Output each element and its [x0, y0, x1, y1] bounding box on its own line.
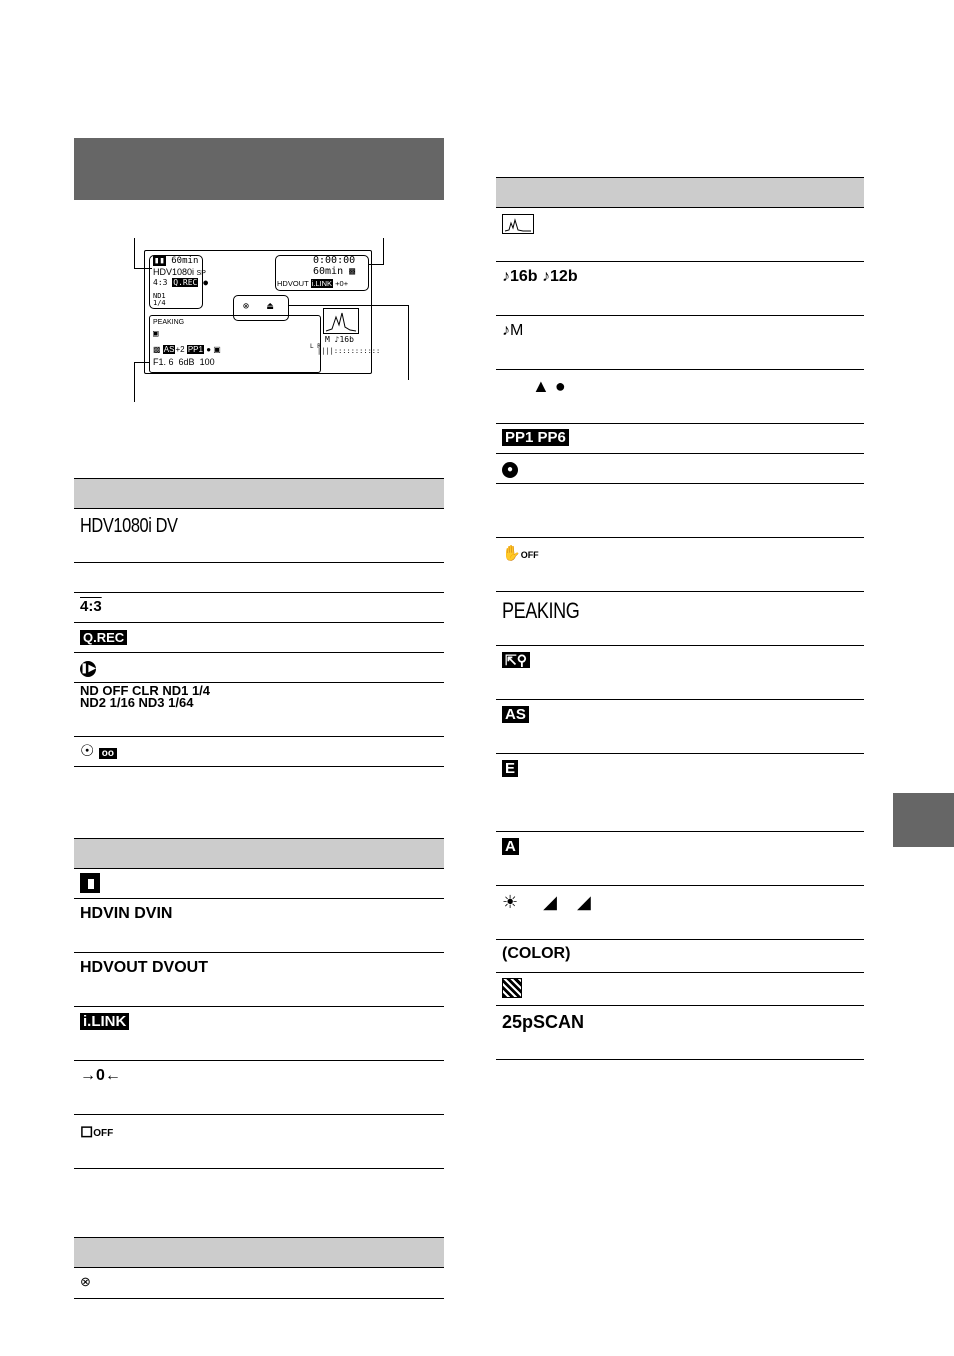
- auto-shutter-indicator: AS: [502, 706, 529, 723]
- table-row: [496, 646, 864, 700]
- audio-lr: L R: [310, 343, 321, 350]
- table-row: [496, 208, 864, 262]
- left-table-3: [74, 1237, 444, 1299]
- qrec-indicator: Q.REC: [80, 630, 127, 645]
- peaking-label: PEAKING: [153, 319, 185, 326]
- lcd-screen: ▮▮ 60min HDV1080i SP 4:3 Q.REC ● ND1 1/4 0:00:00 60min ▩ HDVOUT i.LINK +0+ ⊗ ⏏ PEAKING ▣ M ♪16b L R ||||::::::::::: ▩ AS+2 PP1 ● ▣ F1. 6 6dB 100: [144, 250, 372, 374]
- timecode: 0:00:00: [313, 255, 356, 266]
- wb-b-icon: ◢: [577, 892, 591, 912]
- table-row: [74, 1061, 444, 1115]
- table-row: [496, 484, 864, 538]
- nd-label: ND1: [153, 292, 166, 300]
- table-row: [74, 737, 444, 767]
- table-row: [74, 1007, 444, 1061]
- table-row: [74, 869, 444, 899]
- zero-label: +0+: [335, 279, 349, 288]
- portrait-icon: ●: [554, 376, 566, 396]
- table-row: [496, 1006, 864, 1060]
- output-indicator: HDVOUT DVOUT: [80, 959, 208, 976]
- scan-indicator: 25pSCAN: [502, 1012, 585, 1032]
- table-row: [496, 754, 864, 832]
- table-row: [496, 538, 864, 592]
- steady-icon: ▣: [213, 345, 221, 354]
- audio-bits-indicator: ♪16b ♪12b: [502, 268, 578, 285]
- right-table: [496, 177, 864, 1060]
- table-row: [496, 592, 864, 646]
- table-header: [74, 1237, 444, 1268]
- zebra-icon: [502, 978, 522, 998]
- audio-bits: 16b: [339, 335, 354, 344]
- table-row: [496, 832, 864, 886]
- table-row: (COLOR): [496, 940, 864, 973]
- table-row: [74, 953, 444, 1007]
- table-header: [74, 838, 444, 869]
- battery-icon: ▮▮: [154, 256, 165, 266]
- peaking-indicator: PEAKING: [502, 598, 580, 623]
- format-indicator: HDV1080i DV: [80, 515, 178, 537]
- table-row: [74, 1268, 444, 1299]
- aspect-label: 4:3: [153, 278, 168, 287]
- picture-profile-indicator: PP1 PP6: [502, 429, 569, 446]
- battery-time: 60min: [171, 256, 199, 266]
- tape-icon-2: ▩: [153, 345, 161, 354]
- table-row: [74, 563, 444, 593]
- as-label: AS: [163, 345, 175, 354]
- left-table-2: [74, 838, 444, 1169]
- as-value: +2: [175, 345, 185, 354]
- audio-meter: ||||:::::::::::: [317, 347, 381, 355]
- table-row: [74, 1115, 444, 1169]
- self-timer-icon: ☉: [80, 743, 95, 760]
- expanded-focus-icon: ⇱⚲: [502, 652, 530, 668]
- chapter-side-tab: [893, 793, 954, 847]
- iris-value: F1. 6: [153, 357, 174, 367]
- ilink-indicator: i.LINK: [80, 1013, 129, 1030]
- aspect-indicator: 4:3: [80, 598, 102, 615]
- outdoor-wb-icon: ☀: [502, 892, 519, 912]
- record-icon: ●: [203, 278, 209, 287]
- tape-warning-icon: ⊗: [243, 301, 250, 312]
- sp-label: SP: [196, 270, 206, 277]
- tape-warning-icon: ⊗: [80, 1274, 91, 1289]
- landscape-icon: ▲: [532, 376, 550, 396]
- table-row: [74, 653, 444, 683]
- steadyshot-off-icon: ✋: [502, 545, 521, 562]
- nd-frac: 1/4: [153, 299, 166, 307]
- exposure-indicator: E: [502, 760, 518, 777]
- zero-set-indicator: →0←: [80, 1067, 121, 1084]
- table-row: [496, 424, 864, 454]
- audio-mode: M: [325, 335, 330, 344]
- face-icon: ●: [206, 345, 212, 354]
- out-label: HDVOUT: [277, 279, 309, 288]
- eject-icon: ⏏: [267, 301, 274, 312]
- format-label: HDV1080i: [153, 267, 195, 277]
- table-row: [496, 454, 864, 484]
- auto-iris-indicator: A: [502, 838, 519, 855]
- remaining-time: 60min: [313, 266, 344, 277]
- histogram-icon: [502, 214, 534, 234]
- steadyshot-off-label: OFF: [520, 550, 539, 560]
- tape-icon: ▩: [349, 266, 356, 277]
- ilink-label: i.LINK: [311, 279, 333, 288]
- table-row: [74, 623, 444, 653]
- screen-diagram: [128, 238, 418, 403]
- color-indicator: COLOR: [507, 945, 566, 962]
- qrec-label: Q.REC: [173, 278, 198, 287]
- nd-filter-indicator: ND OFF CLR ND1 1/4 ND2 1/16 ND3 1/64: [80, 683, 211, 710]
- table-row: [496, 262, 864, 316]
- table-row: [496, 370, 864, 424]
- expanded-focus-icon: ▣: [153, 329, 159, 339]
- display-off-icon: ◻: [80, 1123, 94, 1140]
- gain-value: 6dB: [178, 357, 195, 367]
- display-off-label: OFF: [93, 1128, 114, 1139]
- table-row: [74, 899, 444, 953]
- audio-mode-indicator: ♪M: [502, 322, 524, 339]
- pp-label: PP1: [187, 345, 203, 354]
- table-row: [74, 683, 444, 737]
- wb-a-icon: ◢: [543, 892, 557, 912]
- table-header: [496, 177, 864, 208]
- shutter-value: 100: [199, 357, 215, 367]
- input-indicator: HDVIN DVIN: [80, 905, 173, 922]
- table-row: [496, 316, 864, 370]
- table-row: [74, 509, 444, 563]
- table-row: [496, 700, 864, 754]
- left-table-1: [74, 478, 444, 767]
- recording-indicator-icon: [80, 873, 100, 893]
- record-mode-icon: ❚▶: [80, 661, 96, 677]
- histogram-icon: [323, 308, 359, 334]
- section-header-box: [74, 138, 444, 200]
- table-header: [74, 478, 444, 509]
- face-detection-icon: ●: [502, 462, 518, 478]
- table-row: [496, 886, 864, 940]
- tape-indicator-icon: oo: [99, 748, 117, 759]
- table-row: [496, 973, 864, 1006]
- table-row: [74, 593, 444, 623]
